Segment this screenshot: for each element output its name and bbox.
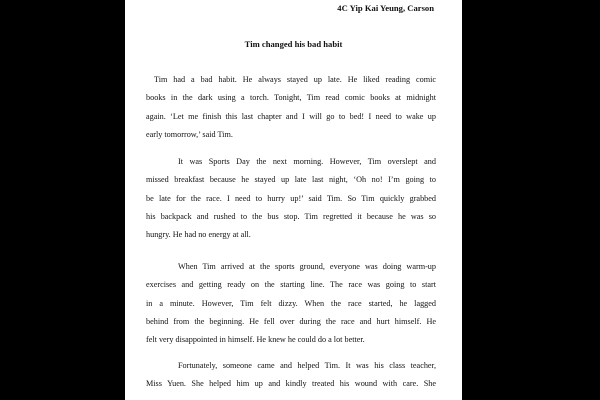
- document-page: [125, 0, 462, 400]
- paragraph-line: Miss Yuen. She helped him up and kindly treated his wound with care. She: [146, 379, 436, 389]
- paragraph-line: in a minute. However, Tim felt dizzy. When the race started, he lagged: [146, 298, 436, 308]
- paragraph-3: [146, 258, 436, 349]
- paragraph-4: [146, 357, 436, 394]
- author-line: 4C Yip Kai Yeung, Carson: [337, 3, 434, 13]
- paragraph-line: felt very disappointed in himself. He knew he could do a lot better.: [146, 335, 365, 345]
- paragraph-line: When Tim arrived at the sports ground, everyone was doing warm-up: [178, 262, 436, 271]
- paragraph-line: hungry. He had no energy at all.: [146, 230, 251, 240]
- paragraph-1: [146, 71, 436, 144]
- paragraph-line: be late for the race. I need to hurry up!’ said Tim. So Tim quickly grabbed: [146, 193, 436, 203]
- paragraph-line: books in the dark using a torch. Tonight, Tim read comic books at midnight: [146, 93, 436, 103]
- paragraph-line: early tomorrow,’ said Tim.: [146, 129, 233, 139]
- paragraph-line: Tim had a bad habit. He always stayed up late. He liked reading comic: [154, 75, 436, 84]
- paragraph-line: It was Sports Day the next morning. However, Tim overslept and: [178, 157, 436, 166]
- paragraph-2: [146, 153, 436, 244]
- paragraph-line: his backpack and rushed to the bus stop. Tim regretted it because he was so: [146, 211, 436, 221]
- paragraph-line: exercises and getting ready on the starting line. The race was going to start: [146, 280, 436, 290]
- paragraph-line: missed breakfast because he stayed up late last night, ‘Oh no! I’m going to: [146, 175, 436, 185]
- paragraph-line: again. ‘Let me finish this last chapter and I will go to bed! I need to wake up: [146, 111, 436, 121]
- document-title: Tim changed his bad habit: [244, 39, 343, 49]
- paragraph-line: behind from the beginning. He fell over during the race and hurt himself. He: [146, 316, 436, 326]
- paragraph-line: Fortunately, someone came and helped Tim. It was his class teacher,: [178, 361, 436, 370]
